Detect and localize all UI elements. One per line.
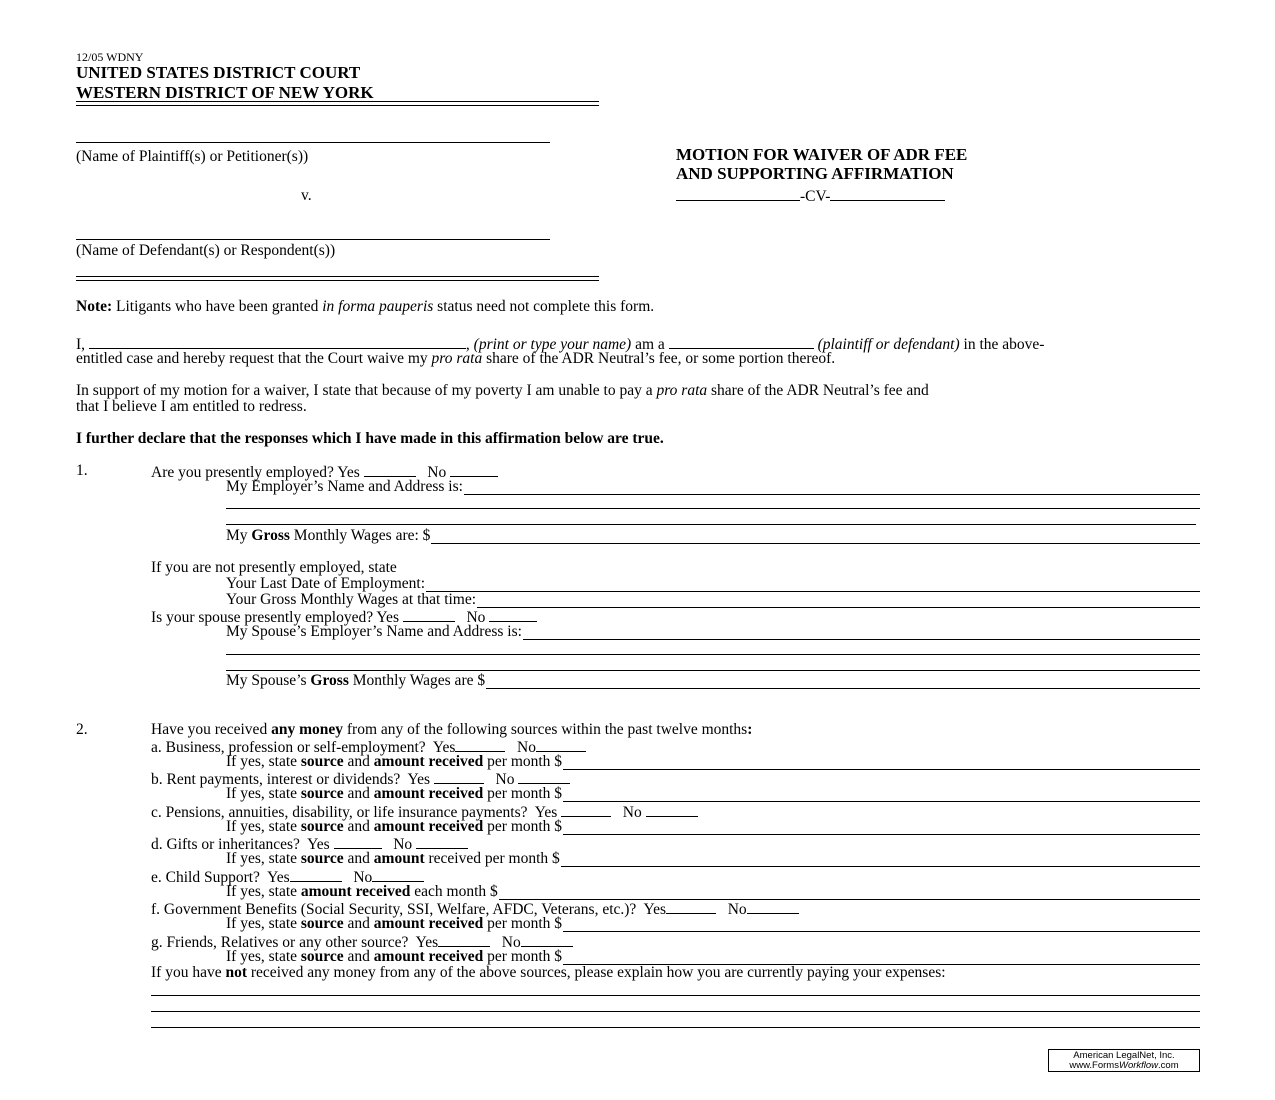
d-amount-field[interactable]	[561, 853, 1200, 867]
employed-yes-field[interactable]	[364, 463, 416, 477]
legalnet-logo	[1048, 1049, 1200, 1072]
q2-intro: Have you received any money from any of the following sources within the past twelve months:	[151, 721, 753, 738]
b-no-field[interactable]	[518, 770, 570, 784]
not-received-label: If you have not received any money from any of the above sources, please explain how you are currently paying your expenses:	[151, 964, 946, 981]
q1-employed: Are you presently employed? Yes No	[151, 463, 498, 481]
case-number-field[interactable]	[830, 187, 945, 201]
e-yes-field[interactable]	[290, 868, 342, 882]
q2-item-c: c. Pensions, annuities, disability, or life insurance payments? Yes No	[151, 803, 698, 821]
c-no-field[interactable]	[646, 803, 698, 817]
last-date-row: Your Last Date of Employment:	[226, 576, 1200, 592]
motion-title-line1: MOTION FOR WAIVER OF ADR FEE	[676, 145, 968, 164]
role-field[interactable]	[669, 335, 814, 349]
q1-number: 1.	[76, 462, 88, 479]
explain-line-2[interactable]	[151, 1011, 1200, 1012]
f-yes-field[interactable]	[666, 900, 716, 914]
explain-line-1[interactable]	[151, 995, 1200, 996]
case-number-year-field[interactable]	[676, 187, 800, 201]
spouse-yes-field[interactable]	[403, 608, 455, 622]
q2-number: 2.	[76, 721, 88, 738]
defendant-name-line[interactable]	[76, 239, 550, 240]
e-no-field[interactable]	[372, 868, 424, 882]
f-amount-field[interactable]	[563, 918, 1200, 932]
wages-row: My Gross Monthly Wages are: $	[226, 528, 1200, 544]
last-date-field[interactable]	[426, 578, 1200, 592]
spouse-employer-field[interactable]	[523, 626, 1200, 640]
gross-at-time-field[interactable]	[477, 594, 1200, 608]
c-yes-field[interactable]	[561, 803, 611, 817]
b-amount-field[interactable]	[563, 788, 1200, 802]
form-code: 12/05 WDNY	[76, 50, 144, 64]
employer-row: My Employer’s Name and Address is:	[226, 479, 1200, 495]
q2-item-g: g. Friends, Relatives or any other source? Yes No	[151, 933, 573, 951]
spouse-no-field[interactable]	[489, 608, 537, 622]
spouse-employer-line3[interactable]	[226, 670, 1200, 671]
declaration: I further declare that the responses which I have made in this affirmation below are true.	[76, 430, 664, 447]
a-source-row: If yes, state source and amount received per month $	[226, 754, 1200, 770]
spouse-employed: Is your spouse presently employed? Yes No	[151, 608, 537, 626]
a-no-field[interactable]	[536, 738, 586, 752]
explain-line-3[interactable]	[151, 1027, 1200, 1028]
d-source-row: If yes, state source and amount received per month $	[226, 851, 1200, 867]
court-name: UNITED STATES DISTRICT COURT	[76, 63, 361, 82]
f-no-field[interactable]	[747, 900, 799, 914]
f-source-row: If yes, state source and amount received per month $	[226, 916, 1200, 932]
spouse-wages-row: My Spouse’s Gross Monthly Wages are $	[226, 673, 1200, 689]
intro-line1: I, , (print or type your name) am a (plaintiff or defendant) in the above-	[76, 336, 1045, 353]
q2-item-f: f. Government Benefits (Social Security, SSI, Welfare, AFDC, Veterans, etc.)? Yes No	[151, 900, 799, 918]
defendant-label: (Name of Defendant(s) or Respondent(s))	[76, 242, 336, 259]
motion-title-line2: AND SUPPORTING AFFIRMATION	[676, 164, 954, 183]
a-yes-field[interactable]	[455, 738, 505, 752]
g-amount-field[interactable]	[563, 951, 1200, 965]
e-amount-field[interactable]	[499, 886, 1200, 900]
employed-no-field[interactable]	[450, 463, 498, 477]
plaintiff-name-line[interactable]	[76, 142, 550, 143]
q2-item-b: b. Rent payments, interest or dividends? Yes No	[151, 770, 570, 788]
gross-wages-field[interactable]	[431, 530, 1200, 544]
case-number: -CV-	[676, 187, 945, 205]
employer-field[interactable]	[464, 481, 1200, 495]
q2-item-e: e. Child Support? Yes No	[151, 868, 424, 886]
versus: v.	[301, 187, 312, 204]
note-paragraph: Note: Litigants who have been granted in forma pauperis status need not complete this form.	[76, 298, 655, 315]
plaintiff-label: (Name of Plaintiff(s) or Petitioner(s))	[76, 148, 309, 165]
e-amount-row: If yes, state amount received each month $	[226, 884, 1200, 900]
q2-item-a: a. Business, profession or self-employment? Yes No	[151, 738, 586, 756]
employer-field-line3[interactable]	[226, 524, 1196, 525]
d-no-field[interactable]	[416, 835, 468, 849]
spouse-employer-row: My Spouse’s Employer’s Name and Address is:	[226, 624, 1200, 640]
support-line2: that I believe I am entitled to redress.	[76, 398, 307, 415]
a-amount-field[interactable]	[563, 756, 1200, 770]
logo-brand: American LegalNet, Inc.	[1073, 1050, 1175, 1061]
header-rule	[76, 101, 599, 106]
g-no-field[interactable]	[521, 933, 573, 947]
q2-item-d: d. Gifts or inheritances? Yes No	[151, 835, 468, 853]
court-district: WESTERN DISTRICT OF NEW YORK	[76, 83, 374, 102]
g-source-row: If yes, state source and amount received per month $	[226, 949, 1200, 965]
logo-url: www.FormsWorkflow.com	[1069, 1060, 1179, 1071]
spouse-wages-field[interactable]	[486, 675, 1200, 689]
g-yes-field[interactable]	[438, 933, 490, 947]
not-employed-label: If you are not presently employed, state	[151, 559, 397, 576]
d-yes-field[interactable]	[334, 835, 382, 849]
caption-rule	[76, 276, 599, 281]
employer-field-line2[interactable]	[226, 508, 1200, 509]
b-source-row: If yes, state source and amount received per month $	[226, 786, 1200, 802]
gross-at-time-row: Your Gross Monthly Wages at that time:	[226, 592, 1200, 608]
b-yes-field[interactable]	[434, 770, 484, 784]
your-name-field[interactable]	[89, 335, 466, 349]
spouse-employer-line2[interactable]	[226, 654, 1200, 655]
support-line1: In support of my motion for a waiver, I state that because of my poverty I am unable to pay a pro rata share of the ADR Neutral’s fee and	[76, 382, 929, 399]
intro-line2: entitled case and hereby request that the Court waive my pro rata share of the ADR Neutral’s fee, or some portion thereof.	[76, 350, 836, 367]
c-source-row: If yes, state source and amount received per month $	[226, 819, 1200, 835]
c-amount-field[interactable]	[563, 821, 1200, 835]
